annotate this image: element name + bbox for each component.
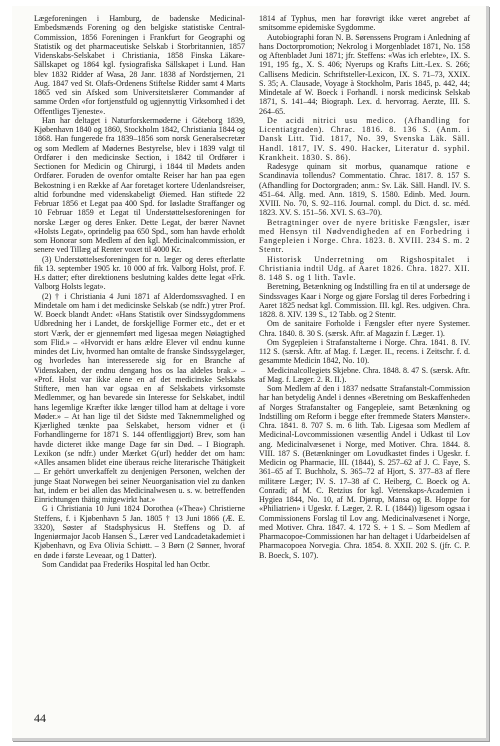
page-number: 44 [34, 711, 46, 725]
bibliography-entry: Om Sygepleien i Strafanstalterne i Norge. Chra. 1841. 8. IV. 112 S. (særsk. Aftr. af Mag. f. Læger. II., recens. i Zeitschr. f. d. gesammte Medicin 1842, No. 10). [259, 337, 470, 366]
paragraph: G i Christiania 10 Juni 1824 Dorothea («Thea») Christierne Steffens, f. i Kjøbenhavn 5 Jan. 1805 † 13 Juni 1866 (Æ. E. 3320), Søster af Stadsphysicus H. Steffens og D. af Ingeniørmajor Jacob Hansen S., Lærer ved Landcadetakademiet i Kjøbenhavn, og Eva Olivia Schiøtt. – 3 Børn (2 Sønner, hvoraf en døde i første Leveaar, og 1 Datter). [34, 504, 245, 560]
bibliography-entry: Medicinalcollegiets Skjebne. Chra. 1848. 8. 47 S. (særsk. Aftr. af Mag. f. Læger. 2. R. II.). [259, 365, 470, 384]
paragraph: Som Medlem af den i 1837 nedsatte Strafanstalt-Commission har han betydelig Andel i dennes «Beretning om Beskaffenheden af Norges Strafanstalter og Fangepleie, samt Betænkning og Indstilling om Reform i begge efter fremmede Staters Mønster». Chra. 1841. 8. 707 S. m. 6 lith. Tab. Ligesaa som Medlem af Medicinal-Lovcommissionen væsentlig Andel i Udkast til Lov ang. Medicinalvæsenet i Norge, med Motiver. Chra. 1844. 8. VIII. 187 S. (Betænkninger om Lovudkastet findes i Ugeskr. f. Medicin og Pharmacie, III. (1844), S. 257–62 af J. C. Faye, S. 361–65 af T. Buchholz, S. 365–72 af Hjort, S. 377–83 af flere militære Læger; IV. S. 17–38 af C. Heiberg, C. Boeck og A. Conradi; af M. C. Retzius for kgl. Vetenskaps-Academien i Hygiea 1844, No. 10, af M. Djørup, Mansa og B. Hoppe for «Philiatrien» i Ugeskr. f. Læger, 2. R. I. (1844)) ligesom ogsaa i Commissionens Forslag til Lov ang. Medicinalvæsenet i Norge, med Motiver. Chra. 1847. 4. 172 S. + 1 S. – Som Medlem af Pharmacopoe-Commissionen har han deltaget i Udarbeidelsen af Pharmacopoea Norvegia. Chra. 1854. 8. XXII. 202 S. (jfr. C. P. B. Boeck, S. 107). [259, 384, 470, 560]
book-page [12, 6, 489, 741]
bibliography-entry: De acidi nitrici usu medico. (Afhandling for Licentiatgraden). Chrac. 1816. 8. 136 S. (Anm. i Dansk Litt. Tid. 1817, No. 39, Svenska Läk. Säll. Handl. 1817, IV. S. 490. Hacker, Literatur d. syphil. Krankheit. 1830. S. 86). [259, 115, 470, 162]
paragraph: Som Candidat paa Frederiks Hospital led han Octbr. [42, 559, 211, 569]
paragraph: Autobiographi foran N. B. Sørenssens Program i Anledning af hans Doctorpromotion; Nekrolog i Morgenbladet 1871, No. 158 og Aftenbladet Juni 1871; jfr. Steffens: «Was ich erlebte», IX. S. 191, 195 fg., X. S. 406; Nyerups og Krafts Litt.-Lex. S. 266; Callisens Medicin. Schriftsteller-Lexicon, IX. S. 71–73, XXIX. S. 35; A. Clausade, Voyage à Stockholm, Paris 1845, p. 442, 44; Mindetale af W. Boeck i Forhandl. i norsk medicinsk Selskab 1871, S. 141–44; Biograph. Lex. d. hervorrag. Aerzte, III. S. 264–65. [259, 32, 470, 116]
bibliography-entry: Beretning, Betænkning og Indstilling fra en til at undersøge de Sindssvages Kaar i Norge og gjøre Forslag til deres Forbedring i Aaret 1825 nedsat kgl. Commission. III. kgl. Res. udgiven. Chra. 1828. 8. XIV. 139 S., 12 Tabb. og 2 Stentr. [259, 282, 470, 319]
paragraph: 1814 af Typhus, men har forøvrigt ikke været angrebet af smitsomme epidemiske Sygdomme. [259, 14, 470, 33]
paragraph: Han har deltaget i Naturforskermøderne i Göteborg 1839, Kjøbenhavn 1840 og 1860, Stockholm 1842, Christiania 1844 og 1868. Han fungerede fra 1839–1856 som norsk Generalsecretær og som Medlem af Mødernes Bestyrelse, blev i 1839 valgt til Ordfører i den medicinske Section, i 1842 til Ordfører i Sectionen for Medicin og Chirurgi, i 1844 til Mødets anden Ordfører. Foruden de ovenfor omtalte Reiser har han paa egen Bekostning i en Række af Aar foretaget kortere Udenlandsreiser, altid forbundne med videnskabeligt Øiemed. Han stiftede 22 Februar 1856 et Legat paa 400 Spd. for Iøsladte Straffanger og 10 Februar 1859 et Legat til Understøttelsesforeningen for norske Læger og deres Enker. Dette Legat, der bærer Navnet «Holsts Legat», oprindelig paa 650 Spd., som han havde erholdt som Honorar som Medlem af den kgl. Medicinalcommission, er senere ved Tillæg af Renter voxet til 4000 Kr. [34, 115, 245, 255]
bibliography-entry: Historisk Underretning om Rigshospitalet i Christiania indtil Udg. af Aaret 1826. Chra. 1827. XII. 8. 148 S. og 1 lith. Tavle. [259, 254, 470, 282]
paragraph: (2) † i Christiania 4 Juni 1871 af Alderdomssvaghed. I en Mindetale om ham i det medicinske Selskab (se ndfr.) ytrer Prof. W. Boeck blandt Andet: «Hans Statistik over Sindssygdommens Udbredning her i Landet, de forskjellige Former etc., det er et stort Værk, der er gjennemført med ligesaa megen Nøiagtighed som Flid.» – «Hvorvidt er hans ældre Elever vil endnu kunne mindes det Liv, hvormed han omtalte de franske Sindssygelæger, og hvorledes han interesserede sig for en Branche af Videnskaben, der endnu dengang hos os laa aldeles brak.» – «Prof. Holst var ikke alene en af det medicinske Selskabs Stiftere, men han var ogsaa en af Selskabets virksomste Medlemmer, og han bevarede sin Interesse for Selskabet, indtil hans legemlige Kræfter ikke længer tillod ham at deltage i vore Møder.» – At han lige til det Sidste med Taknemmelighed og Kjærlighed tænkte paa Selskabet, hersom vidner et (i Forhandlingerne for 1871 S. 144 offentliggjort) Brev, som han havde dicteret ikke mange Dage før sin Død. – I Biograph. Lexikon (se ndfr.) under Mærket G(url) hedder det om ham: «Alles ansamen blidet eine überaus reiche literarische Thätigkeit ... Er gehört unverkaffelt zu denjenigen Personen, welchen der junge Staat Norwegen bei seiner Neuorganisation viel zu danken hat, indem er bei allen das Medicinalwesen u. s. w. betreffenden Einrichtungen thätig mitgewirkt hat.» [34, 291, 245, 504]
bibliography-entry: Betragtninger over de nyere britiske Fængsler, især med Hensyn til Nødvendigheden af en Forbedring i Fangepleien i Norge. Chra. 1823. 8. XVIII. 234 S. m. 2 Stentr. [259, 217, 470, 255]
bibliography-entry: Om de sanitaire Forholde i Fængsler efter nyere Systemer. Chra. 1840. 8. 30 S. (særsk. Aftr. af Magazin f. Læger. 1). [259, 319, 470, 338]
bibliography-entry: Radesyge quinam sit morbus, quanamque ratione e Scandinavia tollendus? Commentatio. Chrac. 1817. 8. 157 S. (Afhandling for Doctorgraden; anm.: Sv. Läk. Säll. Handl. IV. S. 451–64. Allg. med. Ann. 1819, S. 1580. Edinb. Med. Journ. XVIII. No. 70, S. 92–116. Journal. compl. du Dict. d. sc. méd. 1823. XV. S. 151–56. XVI. S. 63–70). [259, 162, 470, 218]
paragraph: (3) Understøttelsesforeningen for n. læger og deres efterlatte fik 13. september 1905 kr. 10 000 af frk. Valborg Holst, prof. F. H.s datter; efter direktionens beslutning kaldes dette legat «Frk. Valborg Holsts legat». [34, 254, 245, 292]
paragraph: Lægeforeningen i Hamburg, de badenske Medicinal-Embedsmænds Forening og den belgiske statistiske Central-Commission, 1856 Foreningen i Frankfurt for Geographi og Statistik og det pharmaceutiske Selskab i Storbritannien, 1857 Videnskabs-Selskabet i Christiania, 1858 Finska Läkare-Sällskapet og 1864 kgl. fysiografiska Sällskapet i Lund. Han blev 1832 Ridder af Wasa, 28 Janr. 1838 af Nordstjernen, 21 Aug. 1847 ved St. Olafs-Ordenens Stiftelse Ridder samt 4 Marts 1865 ved sin Afsked som Universitetslærer Commandør af samme Orden «for fortjenstfuld og ugjennyttig Virksomhed i det Offentliges Tjeneste». [34, 14, 245, 116]
right-column [259, 14, 470, 560]
left-column [34, 14, 245, 569]
